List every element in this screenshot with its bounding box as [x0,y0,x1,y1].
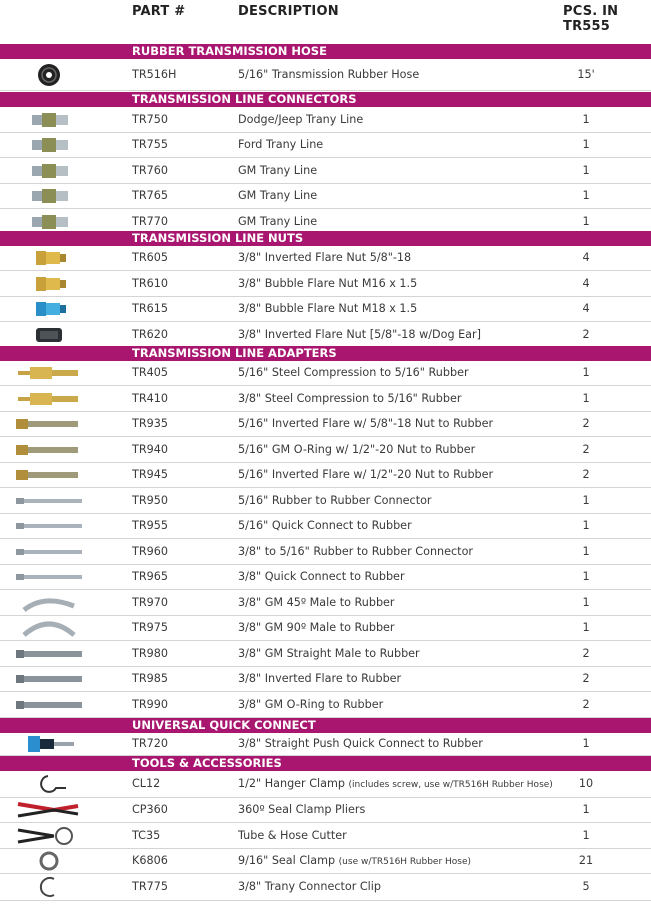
part-number: TR750 [132,113,168,126]
part-number: TR950 [132,494,168,507]
quantity: 1 [582,596,590,609]
table-header [0,0,651,44]
part-number: TR615 [132,302,168,315]
table-row [0,849,651,874]
tube-icon [14,488,84,513]
section-title: TRANSMISSION LINE ADAPTERS [132,346,337,360]
quantity: 2 [582,328,590,341]
table-row [0,437,651,463]
part-number: TR980 [132,647,168,660]
brass-nut-icon [14,246,84,270]
tube-icon [14,565,84,589]
table-row [0,514,651,539]
part-description: 3/8" Straight Push Quick Connect to Rubber [238,737,483,750]
quantity: 1 [582,621,590,634]
quantity: 1 [582,519,590,532]
table-row [0,412,651,437]
part-description: 5/16" Inverted Flare w/ 1/2"-20 Nut to Rubber [238,468,494,481]
pcs-column-header-line2: TR555 [563,19,611,34]
part-description: 5/16" Rubber to Rubber Connector [238,494,432,507]
part-description: 3/8" Inverted Flare to Rubber [238,672,402,685]
part-number: TR935 [132,417,168,430]
connector-icon [14,107,84,132]
part-description: Tube & Hose Cutter [238,829,347,842]
quantity: 4 [582,302,590,315]
hanger-clamp-icon [14,771,84,797]
section-title: TRANSMISSION LINE NUTS [132,231,304,245]
connector-icon [14,184,84,208]
quantity: 2 [582,647,590,660]
quantity: 1 [582,494,590,507]
connector-clip-icon [14,874,84,900]
tube-icon [14,514,84,538]
quantity: 1 [582,366,590,379]
quantity: 1 [582,138,590,151]
pliers-icon [14,798,84,822]
part-description: GM Trany Line [238,189,318,202]
row-note: (includes screw, use w/TR516H Rubber Hose) [348,780,553,790]
part-description: 3/8" GM O-Ring to Rubber [238,698,384,711]
dark-nut-icon [14,322,84,347]
table-row [0,463,651,488]
part-description: 3/8" GM 90º Male to Rubber [238,621,395,634]
quantity: 2 [582,468,590,481]
part-description: 3/8" Steel Compression to 5/16" Rubber [238,392,462,405]
section-header [0,718,651,733]
table-row [0,386,651,412]
part-number: TR990 [132,698,168,711]
part-description: Ford Trany Line [238,138,324,151]
part-number: TR405 [132,366,168,379]
brass-adapter-icon [14,361,84,385]
table-row [0,771,651,798]
quantity: 1 [582,829,590,842]
table-row [0,733,651,756]
part-description: 5/16" Quick Connect to Rubber [238,519,412,532]
table-row [0,616,651,641]
part-description: 3/8" Bubble Flare Nut M16 x 1.5 [238,277,418,290]
section-header [0,231,651,246]
blue-nut-icon [14,297,84,321]
table-row [0,823,651,849]
part-number: K6806 [132,854,168,867]
part-number: TR610 [132,277,168,290]
part-description: 3/8" Inverted Flare Nut 5/8"-18 [238,251,412,264]
table-row [0,133,651,158]
flare-adapter-icon [14,412,84,436]
part-description: 5/16" GM O-Ring w/ 1/2"-20 Nut to Rubber [238,443,476,456]
quantity: 4 [582,277,590,290]
table-row [0,539,651,565]
cutter-icon [14,823,84,848]
section-header [0,346,651,361]
tube-icon [14,539,84,564]
part-number: TR955 [132,519,168,532]
quantity: 1 [582,737,590,750]
table-row [0,246,651,271]
quantity: 4 [582,251,590,264]
table-row [0,692,651,718]
part-description: 3/8" GM Straight Male to Rubber [238,647,420,660]
straight-tube-icon [14,641,84,666]
part-number: TR720 [132,737,168,750]
part-description: GM Trany Line [238,164,318,177]
part-number: TR965 [132,570,168,583]
part-column-header: PART # [132,4,186,19]
quantity: 2 [582,672,590,685]
quantity: 5 [582,880,590,893]
table-row [0,874,651,901]
part-number: TC35 [132,829,161,842]
quantity: 1 [582,164,590,177]
table-row [0,667,651,692]
bent-tube-45-icon [14,590,84,615]
quantity: 1 [582,803,590,816]
part-description: 5/16" Inverted Flare w/ 5/8"-18 Nut to Rubber [238,417,494,430]
part-number: TR760 [132,164,168,177]
quantity: 21 [578,854,594,867]
part-number: TR770 [132,215,168,228]
part-description: Dodge/Jeep Trany Line [238,113,364,126]
quantity: 10 [578,777,594,790]
connector-icon [14,133,84,157]
part-number: CP360 [132,803,168,816]
part-description: 3/8" Quick Connect to Rubber [238,570,405,583]
table-row [0,297,651,322]
section-header [0,92,651,107]
table-row [0,158,651,184]
part-number: TR605 [132,251,168,264]
part-description: 1/2" Hanger Clamp (includes screw, use w/TR516H Rubber Hose) [238,777,553,790]
table-row [0,641,651,667]
section-header [0,756,651,771]
table-row [0,322,651,348]
part-number: TR985 [132,672,168,685]
table-row [0,184,651,209]
quantity: 1 [582,215,590,228]
quantity: 2 [582,698,590,711]
section-title: UNIVERSAL QUICK CONNECT [132,718,316,732]
part-description: 360º Seal Clamp Pliers [238,803,366,816]
part-number: TR960 [132,545,168,558]
part-number: TR755 [132,138,168,151]
quantity: 1 [582,570,590,583]
part-number: TR765 [132,189,168,202]
brass-nut-icon [14,271,84,296]
quantity: 1 [582,392,590,405]
flare-adapter-icon [14,437,84,462]
quantity: 1 [582,545,590,558]
quick-connect-icon [14,733,84,755]
section-header [0,44,651,59]
straight-tube-icon [14,692,84,717]
section-title: TRANSMISSION LINE CONNECTORS [132,92,357,106]
part-number: TR620 [132,328,168,341]
table-row [0,798,651,823]
table-row [0,590,651,616]
hose-coil-icon [14,59,84,90]
part-description: 3/8" Inverted Flare Nut [5/8"-18 w/Dog Ear] [238,328,481,341]
bent-tube-90-icon [14,616,84,640]
table-row [0,59,651,91]
pcs-column-header-line1: PCS. IN [563,4,619,19]
part-number: TR516H [132,68,177,81]
description-column-header: DESCRIPTION [238,4,339,19]
quantity: 2 [582,417,590,430]
section-title: TOOLS & ACCESSORIES [132,756,282,770]
part-description: GM Trany Line [238,215,318,228]
part-description: 3/8" to 5/16" Rubber to Rubber Connector [238,545,474,558]
part-description: 3/8" Bubble Flare Nut M18 x 1.5 [238,302,418,315]
part-number: TR975 [132,621,168,634]
part-description: 5/16" Transmission Rubber Hose [238,68,420,81]
part-number: TR410 [132,392,168,405]
part-number: TR940 [132,443,168,456]
part-description: 9/16" Seal Clamp (use w/TR516H Rubber Hose) [238,854,472,867]
table-row [0,107,651,133]
part-description: 3/8" Trany Connector Clip [238,880,382,893]
quantity: 15' [577,68,595,81]
table-row [0,488,651,514]
row-note: (use w/TR516H Rubber Hose) [338,857,472,867]
brass-adapter-icon [14,386,84,411]
flare-adapter-icon [14,463,84,487]
connector-icon [14,158,84,183]
part-description: 3/8" GM 45º Male to Rubber [238,596,395,609]
straight-tube-icon [14,667,84,691]
seal-clamp-icon [14,849,84,873]
part-number: TR945 [132,468,168,481]
quantity: 1 [582,113,590,126]
section-title: RUBBER TRANSMISSION HOSE [132,44,327,58]
table-row [0,565,651,590]
table-row [0,271,651,297]
part-number: TR775 [132,880,168,893]
part-description: 5/16" Steel Compression to 5/16" Rubber [238,366,469,379]
quantity: 1 [582,189,590,202]
quantity: 2 [582,443,590,456]
part-number: CL12 [132,777,161,790]
part-number: TR970 [132,596,168,609]
table-row [0,361,651,386]
